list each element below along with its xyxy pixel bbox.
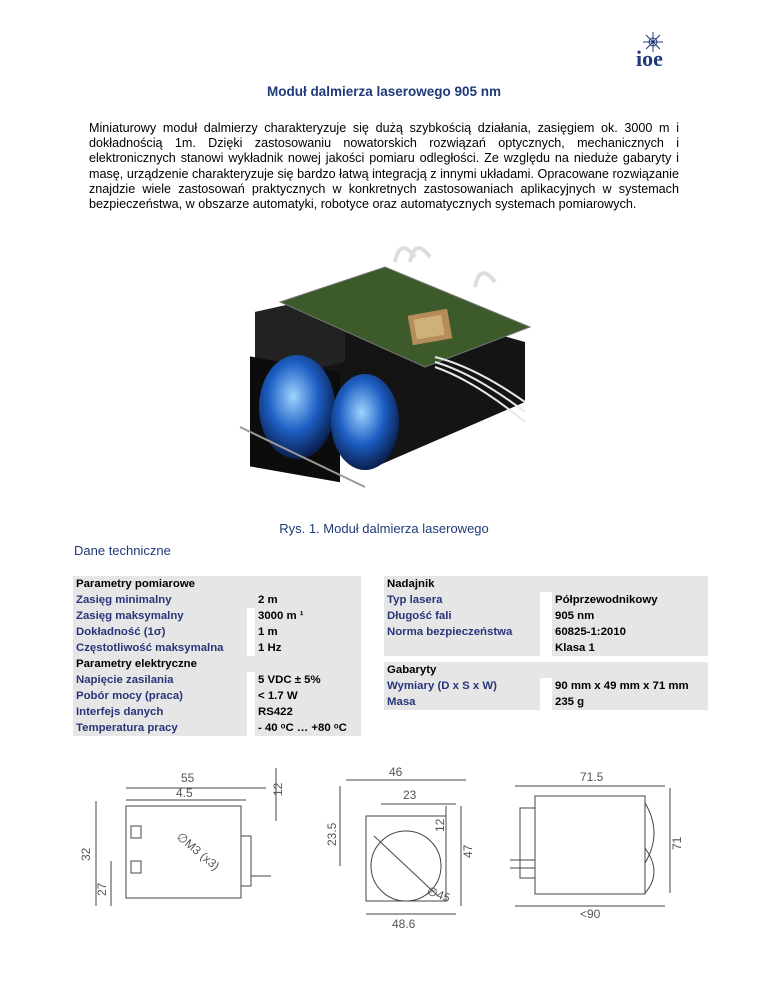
logo-text: ioe [636,46,663,71]
intro-paragraph: Miniaturowy moduł dalmierzy charakteryzuje się dużą szybkością działania, zasięgiem ok. 3000 m i dokładnością 1m. Dzięki zastosowaniu nowatorskich rozwiązań optycznych, mechanicznych i elektronicznych stanowi wykładnik nowej jakości pomiaru odległości. Ze względu na nieduże gabaryty i masę, urządzenie charakteryzuje się bardzo łatwą integracją z innymi układami. Opracowane rozwiązanie znajdzie wiele zastosowań praktycznych w konkretnych zastosowaniach aplikacyjnych w systemach bezpieczeństwa, w obszarze automatyki, robotyce oraz automatycznych systemach pomiarowych. [89,121,679,212]
spec-value: Półprzewodnikowy [552,592,708,608]
spec-value: 3000 m ¹ [255,608,361,624]
table-category: Nadajnik [384,576,708,592]
table-category: Parametry elektryczne [73,656,361,672]
spec-label: Wymiary (D x S x W) [384,678,540,694]
dim-label: 32 [79,847,93,861]
spec-value: 1 Hz [255,640,361,656]
ioe-logo [630,30,710,74]
dim-label: 12 [271,782,285,796]
spec-value: Klasa 1 [552,640,708,656]
spec-label: Interfejs danych [73,704,247,720]
spec-label: Zasięg minimalny [73,592,247,608]
figure-caption: Rys. 1. Moduł dalmierza laserowego [279,521,489,536]
spec-table-transmitter-dimensions [384,576,708,710]
spec-value: 5 VDC ± 5% [255,672,361,688]
dim-label: 4.5 [176,786,193,800]
spec-value: < 1.7 W [255,688,361,704]
spec-label: Typ lasera [384,592,540,608]
page-title: Moduł dalmierza laserowego 905 nm [266,84,502,99]
spec-value: 60825-1:2010 [552,624,708,640]
dim-label: ∅M3 (x3) [174,829,223,874]
section-heading: Dane techniczne [74,543,171,558]
spec-value: 905 nm [552,608,708,624]
dim-label: 23.5 [325,822,339,846]
spec-label: Częstotliwość maksymalna [73,640,247,656]
spec-value: 2 m [255,592,361,608]
table-category: Parametry pomiarowe [73,576,361,592]
dim-label: 27 [95,882,109,896]
dim-label: ∅45 [424,883,453,905]
spec-label: Dokładność (1σ) [73,624,247,640]
dim-label: 12 [433,818,447,832]
table-category: Gabaryty [384,662,708,678]
spec-value: 1 m [255,624,361,640]
dim-label: 47 [461,844,475,858]
spec-table-measurement-electrical [73,576,361,736]
dim-label: <90 [580,907,601,921]
spec-value: 235 g [552,694,708,710]
spec-label: Pobór mocy (praca) [73,688,247,704]
spec-label: Norma bezpieczeństwa [384,624,540,640]
spec-label: Napięcie zasilania [73,672,247,688]
spec-label: Zasięg maksymalny [73,608,247,624]
spec-value: - 40 ᵒC … +80 ᵒC [255,720,361,736]
rear-view-drawing [505,768,685,921]
dim-label: 23 [403,788,417,802]
spec-value: 90 mm x 49 mm x 71 mm [552,678,708,694]
front-view-drawing [326,766,486,931]
spec-value: RS422 [255,704,361,720]
spec-label: Temperatura pracy [73,720,247,736]
rangefinder-module-photo [225,232,545,502]
dim-label: 46 [389,765,403,779]
dim-label: 71.5 [580,770,604,784]
dim-label: 71 [670,836,684,850]
spec-label: Długość fali [384,608,540,624]
side-view-drawing [76,766,285,916]
spec-label: Masa [384,694,540,710]
dim-label: 48.6 [392,917,416,931]
dim-label: 55 [181,771,195,785]
spec-label [384,640,540,656]
